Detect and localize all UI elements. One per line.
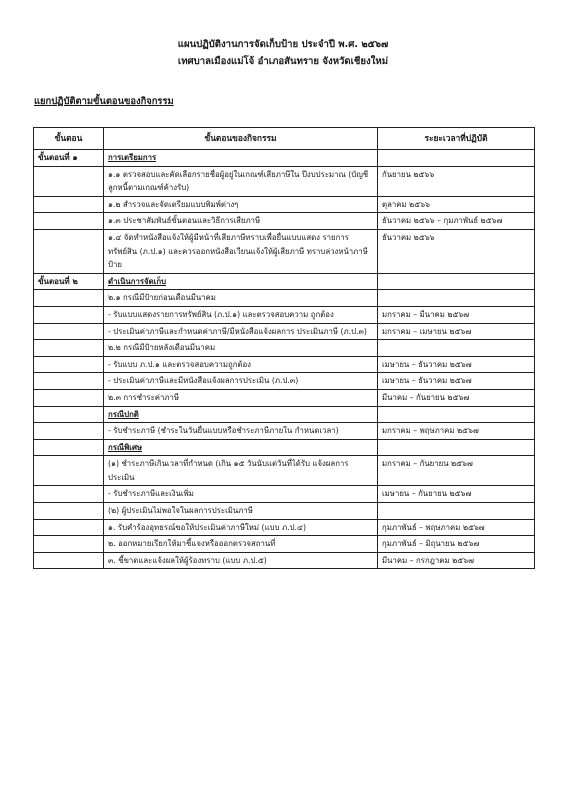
activity-cell: ๓. ชี้ขาดและแจ้งผลให้ผู้ร้องทราบ (แบบ ภ.ป.๕) [104,552,378,569]
period-cell: ธันวาคม ๒๕๖๖ – กุมภาพันธ์ ๒๕๖๗ [378,213,535,230]
activity-cell: - รับชำระภาษี (ชำระในวันยื่นแบบหรือชำระภาษีภายใน กำหนดเวลา) [104,423,378,440]
period-cell: มีนาคม – กันยายน ๒๕๖๗ [378,389,535,406]
table-row [34,196,535,213]
table-row [34,340,535,357]
activity-cell: ๑.๔ จัดทำหนังสือแจ้งให้ผู้มีหน้าที่เสียภาษีทราบเพื่อยื่นแบบแสดง รายการทรัพย์สิน (ภ.ป.๑) และควรออกหนังสือเวียนแจ้งให้ผู้เสียภาษี ทราบล่วงหน้าภาษีป้าย [104,229,378,273]
table-row [34,273,535,290]
table-row [34,536,535,553]
activity-cell: - รับแบบแสดงรายการทรัพย์สิน (ภ.ป.๑) และตรวจสอบความ ถูกต้อง [104,306,378,323]
table-row [34,552,535,569]
table-row [34,503,535,520]
table-row [34,229,535,273]
activity-cell: ๑.๑ ตรวจสอบและคัดเลือกรายชื่อผู้อยู่ในเกณฑ์เสียภาษีใน ปีงบประมาณ (บัญชีลูกหนี้ตามเกณฑ์ค้างรับ) [104,166,378,196]
column-header-activity: ขั้นตอนของกิจกรรม [104,128,378,150]
table-row [34,373,535,390]
table-header-row [34,128,535,150]
table-row [34,356,535,373]
table-row [34,486,535,503]
normal-case-heading: กรณีปกติ [108,409,139,419]
period-cell: มกราคม – พฤษภาคม ๒๕๖๗ [378,423,535,440]
activity-cell: ๒.๒ กรณีมีป้ายหลังเดือนมีนาคม [104,340,378,357]
period-cell: กุมภาพันธ์ – มิถุนายน ๒๕๖๗ [378,536,535,553]
period-cell: เมษายน – ธันวาคม ๒๕๖๗ [378,356,535,373]
table-row [34,389,535,406]
period-cell: มีนาคม – กรกฎาคม ๒๕๖๗ [378,552,535,569]
stage-label: ขั้นตอนที่ ๒ [34,273,104,290]
column-header-period: ระยะเวลาที่ปฏิบัติ [378,128,535,150]
table-row [34,519,535,536]
table-row [34,213,535,230]
activity-cell: ๒.๓ การชำระค่าภาษี [104,389,378,406]
table-row [34,406,535,423]
table-row [34,423,535,440]
table-row [34,456,535,486]
stage-heading: ดำเนินการจัดเก็บ [108,276,167,286]
document-title: แผนปฏิบัติงานการจัดเก็บป้าย ประจำปี พ.ศ. ๒๕๖๗ [177,39,389,50]
activity-cell: ๑.๒ สำรวจและจัดเตรียมแบบพิมพ์ต่างๆ [104,196,378,213]
activity-cell: ๒. ออกหมายเรียกให้มาชี้แจงหรือออกตรวจสถานที่ [104,536,378,553]
activity-cell: ๑. รับคำร้องอุทธรณ์ขอให้ประเมินค่าภาษีใหม่ (แบบ ภ.ป.๔) [104,519,378,536]
special-case-heading: กรณีพิเศษ [108,442,143,452]
period-cell [378,340,535,357]
activity-cell: (๒) ผู้ประเมินไม่พอใจในผลการประเมินภาษี [104,503,378,520]
column-header-stage: ขั้นตอน [34,128,104,150]
activity-cell: - รับแบบ ภ.ป.๑ และตรวจสอบความถูกต้อง [104,356,378,373]
activity-cell: - ประเมินค่าภาษีและกำหนดค่าภาษี/มีหนังสือแจ้งผลการ ประเมินภาษี (ภ.ป.๓) [104,323,378,340]
table-row [34,290,535,307]
table-row [34,306,535,323]
period-cell [378,503,535,520]
stage-label: ขั้นตอนที่ ๑ [34,150,104,167]
document-subtitle: เทศบาลเมืองแม่โจ้ อำเภอสันทราย จังหวัดเชียงใหม่ [177,56,389,67]
period-cell: ธันวาคม ๒๕๖๖ [378,229,535,273]
activity-cell: - ประเมินค่าภาษีและมีหนังสือแจ้งผลการประเมิน (ภ.ป.๓) [104,373,378,390]
table-row [34,323,535,340]
period-cell: กุมภาพันธ์ – พฤษภาคม ๒๕๖๗ [378,519,535,536]
stage-heading: การเตรียมการ [108,153,157,162]
activity-cell: - รับชำระภาษีและเงินเพิ่ม [104,486,378,503]
period-cell [378,290,535,307]
period-cell: มกราคม – มีนาคม ๒๕๖๗ [378,306,535,323]
activity-cell: ๒.๑ กรณีมีป้ายก่อนเดือนมีนาคม [104,290,378,307]
period-cell: มกราคม – กันยายน ๒๕๖๗ [378,456,535,486]
period-cell: กันยายน ๒๕๖๖ [378,166,535,196]
activity-cell: ๑.๓ ประชาสัมพันธ์ขั้นตอนและวิธีการเสียภาษี [104,213,378,230]
period-cell: ตุลาคม ๒๕๖๖ [378,196,535,213]
section-heading: แยกปฏิบัติตามขั้นตอนของกิจกรรม [34,96,174,107]
activity-cell: (๑) ชำระภาษีเกินเวลาที่กำหนด (เกิน ๑๕ วันนับแต่วันที่ได้รับ แจ้งผลการประเมิน [104,456,378,486]
activity-plan-table [33,127,535,569]
period-cell: เมษายน – ธันวาคม ๒๕๖๗ [378,373,535,390]
period-cell: เมษายน – กันยายน ๒๕๖๗ [378,486,535,503]
period-cell: มกราคม – เมษายน ๒๕๖๗ [378,323,535,340]
table-row [34,439,535,456]
table-row [34,166,535,196]
table-row [34,150,535,167]
